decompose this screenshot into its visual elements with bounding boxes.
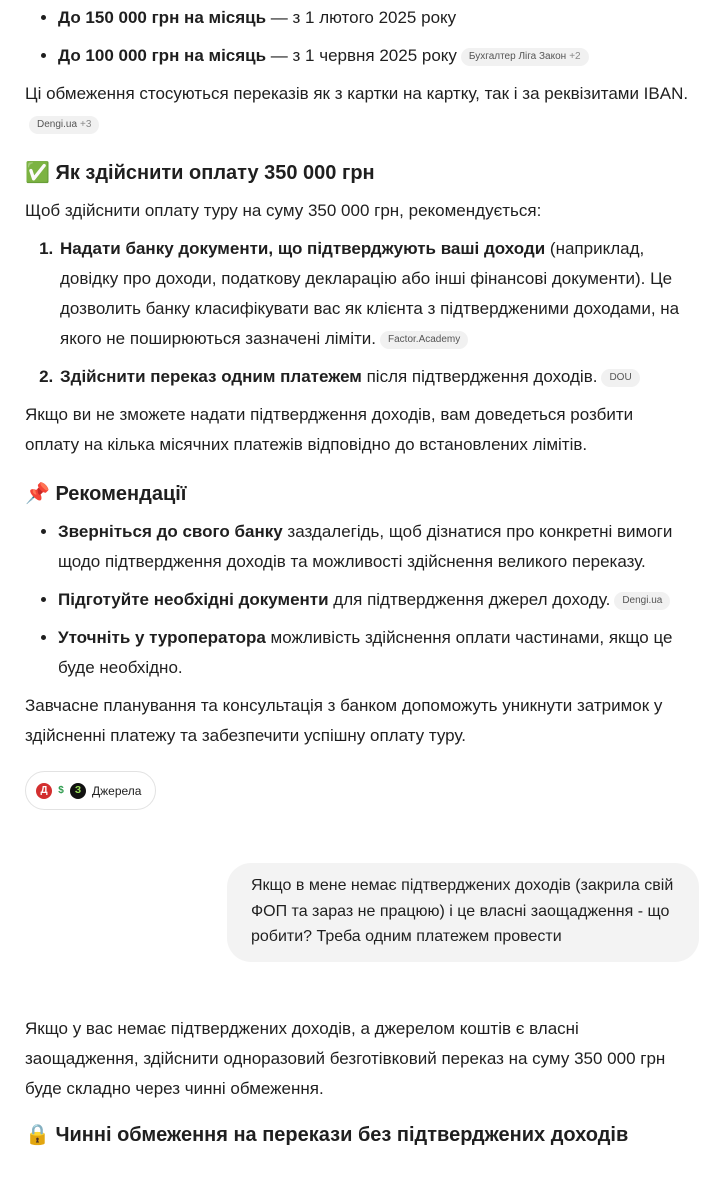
- limits-list: [25, 3, 691, 71]
- citation-chip[interactable]: Factor.Academy: [380, 331, 468, 349]
- citation-chip[interactable]: Бухгалтер Ліга Закон +2: [461, 48, 589, 66]
- list-item: • Зверніться до свого банку заздалегідь, щоб дізнатися про конкретні вимоги щодо підтвердження доходів та можливості здійснення великого переказу.: [58, 517, 691, 577]
- section-heading: 🔒 Чинні обмеження на перекази без підтверджених доходів: [25, 1123, 629, 1146]
- list-item: 2. Здійснити переказ одним платежем після підтвердження доходів. DOU: [58, 362, 691, 392]
- paragraph: Якщо ви не зможете надати підтвердження доходів, вам доведеться розбити оплату на кілька місячних платежів відповідно до встановлених лімітів.: [25, 405, 634, 454]
- user-message-bubble: Якщо в мене немає підтверджених доходів (закрила свій ФОП та зараз не працюю) і це власні заощадження - що робити? Треба одним платежем провести: [227, 863, 699, 962]
- recommendations-list: [25, 517, 691, 683]
- list-item: • Уточніть у туроператора можливість здійснення оплати частинами, якщо це буде необхідно.: [58, 623, 691, 683]
- source-favicon-icon: Д: [36, 783, 52, 799]
- source-favicon-icon: З: [70, 783, 86, 799]
- steps-list: [25, 234, 691, 392]
- citation-chip[interactable]: Dengi.ua +3: [29, 116, 99, 134]
- list-item: • До 100 000 грн на місяць — з 1 червня 2025 року Бухгалтер Ліга Закон +2: [58, 41, 691, 71]
- citation-chip[interactable]: Dengi.ua: [614, 592, 670, 610]
- source-favicon-icon: $: [53, 783, 69, 799]
- list-item: 1. Надати банку документи, що підтверджують ваші доходи (наприклад, довідку про доходи, податкову декларацію або інші фінансові документи). Це дозволить банку класифікувати вас як клієнта з підтвердженими доходами, на якого не поширюються зазначені ліміти. Factor.Academy: [58, 234, 691, 354]
- paragraph: Якщо у вас немає підтверджених доходів, а джерелом коштів є власні заощадження, здійснити одноразовий безготівковий переказ на суму 350 000 грн буде складно через чинні обмеження.: [25, 1018, 666, 1098]
- sources-button[interactable]: Д $ З Джерела: [25, 771, 156, 810]
- paragraph: Завчасне планування та консультація з банком допоможуть уникнути затримок у здійсненні платежу та забезпечити успішну оплату туру.: [25, 696, 663, 745]
- section-heading: ✅ Як здійснити оплату 350 000 грн: [25, 162, 375, 184]
- citation-chip[interactable]: DOU: [601, 369, 639, 387]
- paragraph: Щоб здійснити оплату туру на суму 350 000 грн, рекомендується:: [25, 201, 542, 220]
- section-heading: 📌 Рекомендації: [25, 483, 187, 505]
- paragraph: Ці обмеження стосуються переказів як з картки на картку, так і за реквізитами IBAN.Dengi.ua +3: [25, 79, 691, 139]
- list-item: • Підготуйте необхідні документи для підтвердження джерел доходу. Dengi.ua: [58, 585, 691, 615]
- list-item: • До 150 000 грн на місяць — з 1 лютого 2025 року: [58, 3, 691, 33]
